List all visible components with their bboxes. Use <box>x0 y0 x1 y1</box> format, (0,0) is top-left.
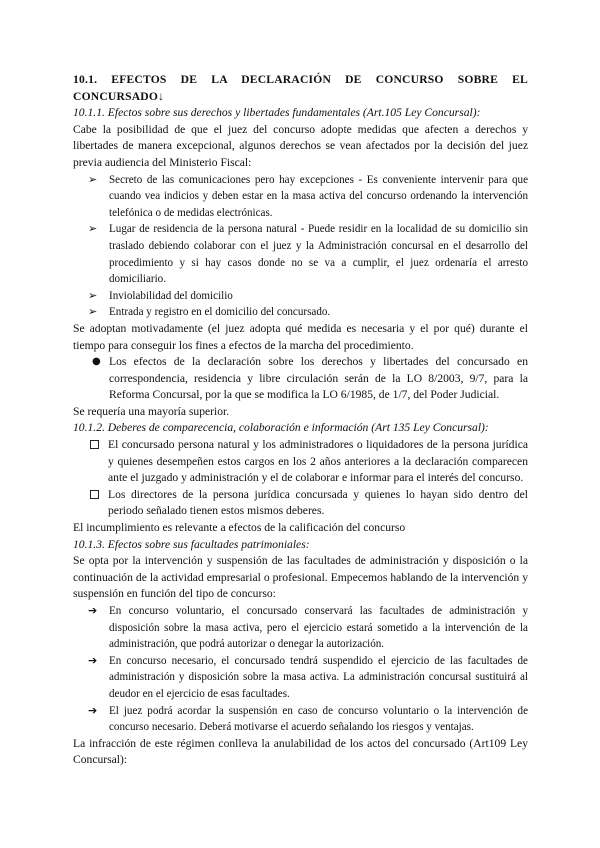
list-item <box>73 487 528 520</box>
arrow-bullet-icon: ➔ <box>88 653 98 667</box>
section-heading: 10.1. EFECTOS DE LA DECLARACIÓN DE CONCURSO SOBRE EL CONCURSADO↓ <box>73 73 528 103</box>
paragraph-intro-3: Se opta por la intervención y suspensión de las facultades de administración y disposición o la continuación de la actividad empresarial o profesional. Empecemos hablando de la intervención y suspensión en función del tipo de concurso: <box>73 554 528 601</box>
list-item-text: El concursado persona natural y los administradores o liquidadores de la persona jurídica y quienes desempeñen estos cargos en los 2 años anteriores a la declaración comparecen ante el juzgado y administración y el de colaborar e informar para el interés del concurso. <box>108 438 528 485</box>
list-item-text: Entrada y registro en el domicilio del concursado. <box>109 306 331 319</box>
arrow-bullet-icon: ➔ <box>88 604 98 617</box>
list-item <box>73 603 528 653</box>
list-item-text: Los efectos de la declaración sobre los derechos y libertades del concursado en correspondencia, residencia y libre circulación serán de la LO 8/2003, 9/7, para la Reforma Concursal, por la que se modifica la LO 6/1985, de 1/7, del Poder Judicial. <box>109 355 528 402</box>
list-item <box>73 653 528 703</box>
arrowhead-bullet-icon: ➢ <box>88 172 98 186</box>
arrowhead-bullet-icon: ➢ <box>88 305 98 319</box>
list-item <box>73 221 528 287</box>
list-item-text: El juez podrá acordar la suspensión en caso de concurso voluntario o la intervención de concurso necesario. Deberá motivarse el acuerdo señalando los riesgos y ventajas. <box>109 704 528 734</box>
list-item-text: En concurso necesario, el concursado tendrá suspendido el ejercicio de las facultades de administración y disposición sobre la masa activa. La administración concursal sustituirá al deudor en el ejercicio de esas facultades. <box>109 654 528 700</box>
list-item-text: Los directores de la persona jurídica concursada y quienes lo hayan sido dentro del periodo señalado tienen estos mismos deberes. <box>108 487 528 518</box>
paragraph-after-1: Se adoptan motivadamente (el juez adopta qué medida es necesaria y el por qué) durante el tiempo para conseguir los fines a efectos de la marcha del procedimiento. <box>73 321 528 352</box>
list-item-text: Lugar de residencia de la persona natural - Puede residir en la localidad de su domicilio sin traslado debiendo colaborar con el juez y la Administración concursal en el desarrollo del procedimiento y si hay casos donde no se va a cumplir, el juez ordenaría el arresto domiciliario. <box>109 223 528 286</box>
checkbox-bullet-icon <box>90 440 99 449</box>
list-item-text: En concurso voluntario, el concursado conservará las facultades de administración y disposición sobre la masa activa, pero el ejercicio estará sometido a la intervención de la administración, que podrá autorizar o denegar la autorización. <box>109 605 528 651</box>
subsection-title-2: 10.1.2. Deberes de comparecencia, colaboración e información (Art 135 Ley Concursal): <box>73 421 489 435</box>
list-item <box>73 288 528 305</box>
paragraph-after-3: La infracción de este régimen conlleva la anulabilidad de los actos del concursado (Art109 Ley Concursal): <box>73 736 528 767</box>
arrowhead-bullet-icon: ➢ <box>88 288 98 302</box>
subsection-title-3: 10.1.3. Efectos sobre sus facultades patrimoniales: <box>73 537 310 551</box>
round-bullet-icon: ● <box>92 356 101 368</box>
list-item <box>73 354 528 404</box>
subsection-title-1: 10.1.1. Efectos sobre sus derechos y libertades fundamentales (Art.105 Ley Concursal): <box>73 106 481 120</box>
arrow-bullet-icon: ➔ <box>88 703 98 717</box>
list-item <box>73 437 528 487</box>
list-item-text: Inviolabilidad del domicilio <box>109 289 233 302</box>
list-item <box>73 703 528 736</box>
checkbox-bullet-icon <box>90 490 99 499</box>
arrowhead-bullet-icon: ➢ <box>88 222 98 236</box>
paragraph-note-1: Se requería una mayoría superior. <box>73 404 230 418</box>
paragraph-after-2: El incumplimiento es relevante a efectos de la calificación del concurso <box>73 521 406 535</box>
list-item <box>73 172 528 222</box>
document-page <box>73 72 528 769</box>
list-item <box>73 304 528 321</box>
paragraph-intro-1: Cabe la posibilidad de que el juez del concurso adopte medidas que afecten a derechos y libertades de manera excepcional, algunos derechos se vean afectados por la decisión del juez previa audiencia del Ministerio Fiscal: <box>73 122 528 169</box>
list-item-text: Secreto de las comunicaciones pero hay excepciones - Es conveniente intervenir para que cuando vea indicios y deben estar en la masa activa del concurso ordenando la intervención telefónica o de medidas electrónicas. <box>109 173 528 219</box>
